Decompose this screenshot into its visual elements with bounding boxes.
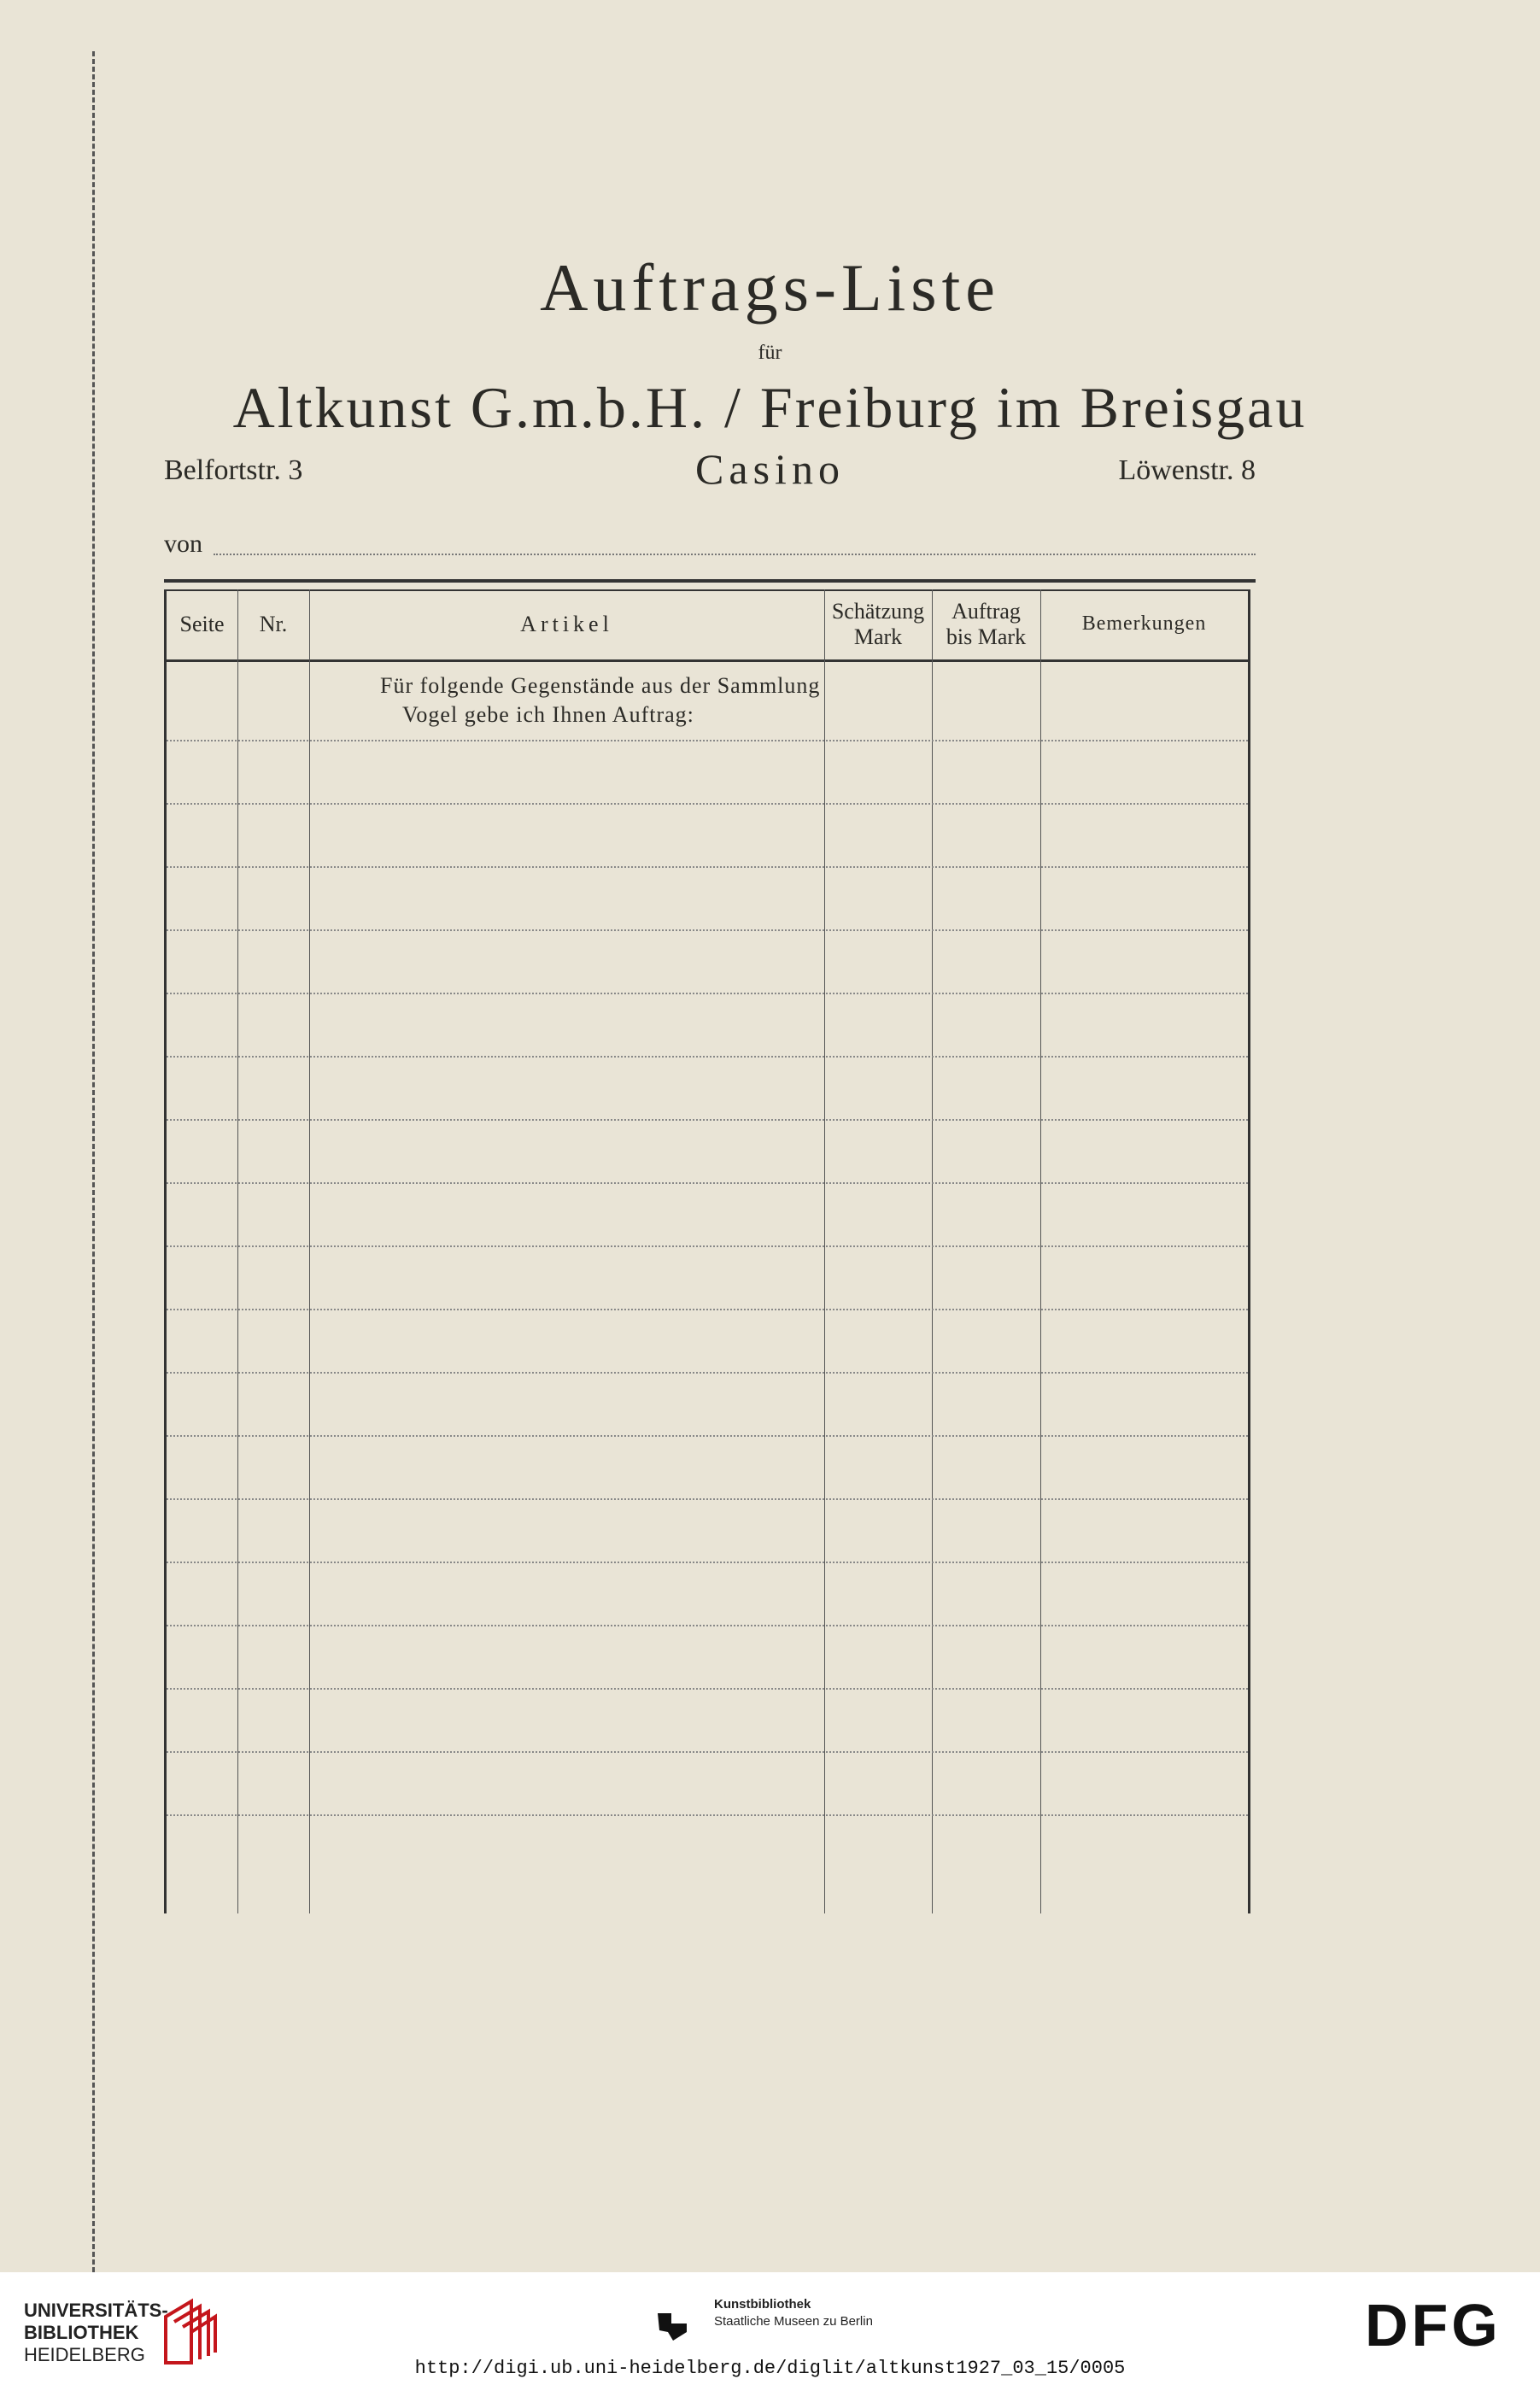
intro-line-1: Für folgende Gegenstände aus der Sammlung: [380, 673, 821, 698]
header-auftrag-line-2: bis Mark: [946, 624, 1027, 649]
kb-line-1: Kunstbibliothek: [714, 2297, 811, 2312]
table-row-line: [167, 1245, 1248, 1247]
header-nr: Nr.: [259, 612, 288, 637]
order-table: [164, 589, 1250, 1913]
table-row-line: [167, 1372, 1248, 1374]
column-divider: [932, 589, 933, 1913]
table-row-line: [167, 1056, 1248, 1058]
dfg-logo: [1365, 2294, 1520, 2356]
uni-line-1: UNIVERSITÄTS-: [24, 2300, 168, 2321]
kb-line-2: Staatliche Museen zu Berlin: [714, 2314, 873, 2329]
von-dotted-line: [214, 554, 1256, 555]
top-rule: [164, 579, 1256, 583]
table-row-line: [167, 1751, 1248, 1753]
address-center: Casino: [695, 445, 845, 493]
kunstbibliothek-eagle-icon: [656, 2308, 688, 2342]
header-bottom-line: [167, 659, 1248, 662]
table-row-line: [167, 929, 1248, 931]
table-row-line: [167, 1182, 1248, 1184]
company-name: Altkunst G.m.b.H. / Freiburg im Breisgau: [232, 375, 1308, 440]
intro-line-2: Vogel gebe ich Ihnen Auftrag:: [402, 702, 694, 727]
column-divider: [824, 589, 825, 1913]
header-seite: Seite: [179, 612, 225, 637]
table-row-line: [167, 1119, 1248, 1121]
uni-line-3: HEIDELBERG: [24, 2344, 145, 2365]
table-row-line: [167, 1625, 1248, 1626]
column-divider: [237, 589, 238, 1913]
table-row-line: [167, 740, 1248, 741]
uni-line-2: BIBLIOTHEK: [24, 2322, 139, 2343]
header-auftrag: [932, 589, 1040, 659]
fuer-label: für: [758, 342, 782, 364]
header-bemerkungen: Bemerkungen: [1081, 612, 1207, 636]
dfg-text: DFG: [1365, 2294, 1502, 2356]
footer: [0, 2272, 1540, 2385]
page-title: Auftrags-Liste: [540, 250, 1000, 325]
address-right: Löwenstr. 8: [1118, 454, 1256, 486]
header-schaetzung: [824, 589, 932, 659]
uni-heidelberg-logo: [24, 2300, 168, 2366]
table-row-line: [167, 866, 1248, 868]
von-field: [164, 530, 1256, 564]
table-row-line: [167, 1309, 1248, 1310]
column-divider: [1040, 589, 1041, 1913]
source-url[interactable]: http://digi.ub.uni-heidelberg.de/diglit/altkunst1927_03_15/0005: [414, 2358, 1126, 2379]
table-row-line: [167, 1688, 1248, 1690]
column-divider: [309, 589, 310, 1913]
header-schaetzung-line-1: Schätzung: [831, 599, 925, 624]
von-label: von: [164, 530, 202, 558]
table-row-line: [167, 1814, 1248, 1816]
table-row-line: [167, 1435, 1248, 1437]
header-schaetzung-line-2: Mark: [853, 624, 903, 649]
header-artikel: Artikel: [520, 612, 613, 637]
table-row-line: [167, 1498, 1248, 1500]
intro-text: [380, 671, 978, 730]
address-left: Belfortstr. 3: [164, 454, 303, 486]
table-row-line: [167, 1562, 1248, 1563]
header-auftrag-line-1: Auftrag: [952, 599, 1021, 624]
table-row-line: [167, 803, 1248, 805]
table-row-line: [167, 993, 1248, 994]
